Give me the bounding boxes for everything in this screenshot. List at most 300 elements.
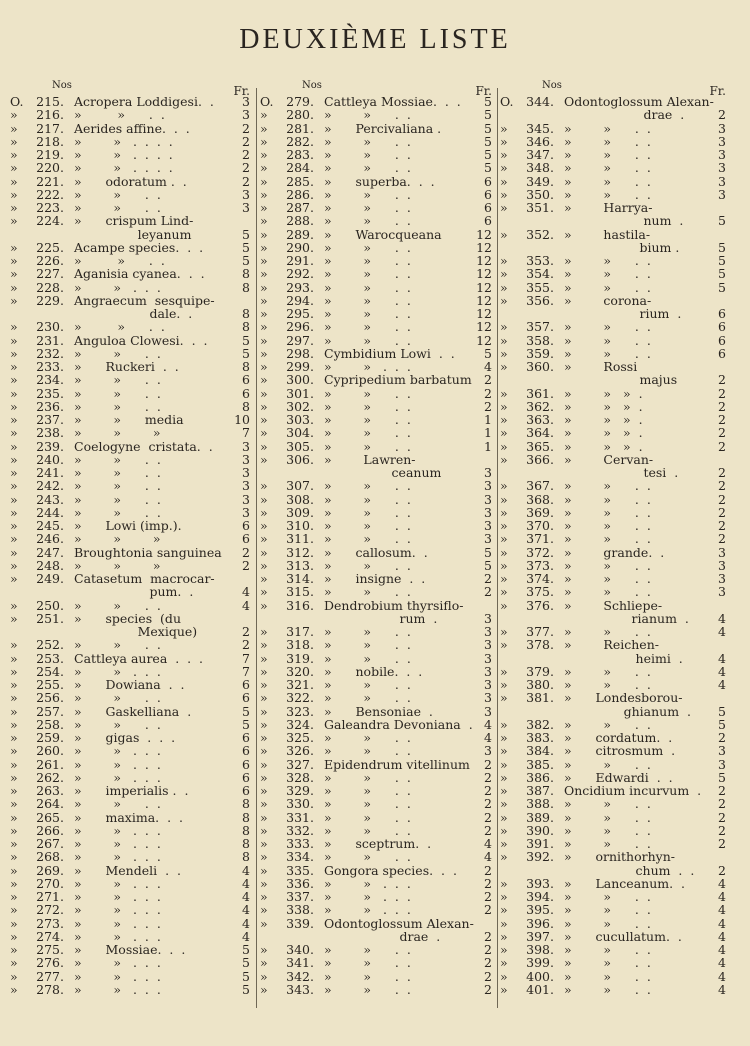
entry-price: 5 [242, 942, 250, 957]
entry-name: rium . [564, 306, 682, 321]
entry-prefix: » [500, 836, 508, 851]
list-item [260, 519, 494, 532]
list-item [260, 784, 494, 797]
entry-prefix: » [260, 319, 268, 335]
entry-price: 2 [484, 769, 492, 785]
entry-name: » » . . . [74, 822, 161, 838]
entry-prefix: » [10, 915, 18, 931]
entry-prefix: O. [10, 94, 24, 109]
entry-name: » gigas . . . [74, 730, 176, 745]
entry-price: 8 [242, 398, 250, 414]
entry-name: » » . . [324, 955, 411, 971]
entry-price: 3 [242, 94, 250, 109]
entry-prefix: » [500, 730, 508, 745]
entry-number: 350. [526, 186, 554, 202]
list-item [500, 413, 728, 426]
list-item [500, 837, 728, 850]
entry-price: 3 [242, 451, 250, 467]
entry-prefix: » [10, 133, 18, 149]
entry-prefix: » [500, 809, 508, 825]
list-item [10, 665, 252, 678]
entry-price: 6 [242, 783, 250, 798]
entry-number: 330. [286, 796, 314, 812]
entry-name: » » » [74, 557, 161, 573]
entry-prefix: » [10, 690, 18, 706]
list-item [10, 864, 252, 877]
list-item [10, 572, 252, 585]
entry-prefix: » [500, 902, 508, 918]
entry-name: » » . . [324, 690, 411, 706]
entry-price: 2 [242, 637, 250, 653]
entry-number: 293. [286, 279, 314, 295]
entry-name: » Rossi [564, 359, 638, 374]
entry-price: 2 [484, 928, 492, 944]
entry-number: 294. [286, 292, 314, 308]
list-item [10, 479, 252, 492]
list-item [500, 214, 728, 227]
entry-number: 318. [286, 637, 314, 653]
entry-number: 287. [286, 200, 314, 215]
entry-name: » » . . [74, 372, 161, 388]
entry-name: » » . . [74, 319, 165, 335]
entry-price: 12 [476, 266, 492, 282]
list-item [260, 161, 494, 174]
entry-price: 5 [484, 160, 492, 176]
list-item [10, 956, 252, 969]
list-item [500, 440, 728, 453]
entry-prefix: » [260, 796, 268, 812]
entry-prefix: » [10, 491, 18, 507]
entry-price: 2 [718, 491, 726, 507]
entry-prefix: » [500, 345, 508, 361]
list-item [10, 95, 252, 108]
entry-number: 290. [286, 239, 314, 255]
list-item [500, 188, 728, 201]
entry-name: » » . . [324, 266, 411, 282]
entry-price: 2 [718, 478, 726, 494]
entry-name: » » . . [324, 942, 411, 957]
entry-price: 4 [718, 875, 726, 891]
entry-name: » » . . [324, 743, 411, 759]
entry-number: 249. [36, 571, 64, 586]
entry-price: 3 [718, 756, 726, 772]
list-item [260, 652, 494, 665]
entry-prefix: » [10, 650, 18, 666]
entry-price: 2 [718, 796, 726, 812]
entry-price: 4 [242, 862, 250, 878]
entry-number: 255. [36, 677, 64, 692]
list-item [260, 281, 494, 294]
list-item [260, 175, 494, 188]
entry-name: » » » . [564, 425, 643, 441]
list-item [10, 108, 252, 121]
entry-price: 6 [718, 306, 726, 321]
entry-number: 295. [286, 306, 314, 321]
list-item [260, 453, 494, 466]
entry-prefix: » [10, 504, 18, 520]
entry-prefix: » [260, 438, 268, 454]
entry-prefix: » [260, 875, 268, 891]
entry-prefix: » [500, 637, 508, 653]
entry-prefix: » [260, 862, 268, 878]
entry-number: 273. [36, 915, 64, 931]
entry-price: 6 [242, 518, 250, 533]
entry-price: 2 [484, 902, 492, 918]
entry-name: » » . . [564, 133, 651, 149]
entry-name: » » . . [324, 624, 411, 639]
entry-number: 320. [286, 663, 314, 679]
entry-name: » hastila- [564, 226, 651, 242]
header-numbers: Nos [302, 80, 322, 91]
entry-prefix: » [500, 398, 508, 414]
entry-name: » » . . [324, 584, 411, 600]
entry-name: » » . . [74, 107, 165, 123]
list-item [260, 811, 494, 824]
entry-name: » » . . [324, 147, 411, 162]
entry-number: 368. [526, 491, 554, 507]
entry-number: 347. [526, 147, 554, 162]
entry-name: » » . . . . [74, 147, 173, 162]
entry-name: dale. . [74, 306, 193, 321]
entry-price: 4 [484, 836, 492, 851]
entry-number: 291. [286, 253, 314, 268]
entry-number: 265. [36, 809, 64, 825]
entry-price: 6 [718, 332, 726, 348]
entry-number: 299. [286, 359, 314, 374]
entry-name: » » . . . [324, 875, 411, 891]
list-item [10, 122, 252, 135]
entry-price: 2 [718, 518, 726, 533]
entry-price: 3 [242, 200, 250, 215]
entry-name: » Ruckeri . . [74, 359, 179, 374]
entry-name: » » . . [564, 478, 651, 494]
list-item [500, 161, 728, 174]
entry-name: » » . . [74, 690, 161, 706]
entry-prefix: » [260, 200, 268, 215]
entry-number: 331. [286, 809, 314, 825]
entry-prefix: » [260, 849, 268, 865]
entry-prefix: » [260, 107, 268, 123]
entry-name: » » . . [564, 915, 651, 931]
entry-prefix: » [500, 968, 508, 984]
entry-prefix: » [10, 120, 18, 136]
entry-prefix: » [260, 173, 268, 189]
entry-price: 12 [476, 292, 492, 308]
list-item [260, 241, 494, 254]
entry-number: 356. [526, 292, 554, 308]
list-item [260, 718, 494, 731]
entry-price: 3 [484, 743, 492, 759]
entry-name: » » . . . [324, 359, 411, 374]
entry-name: » » . . [324, 200, 411, 215]
list-item [260, 148, 494, 161]
entry-price: 5 [718, 703, 726, 719]
entry-number: 301. [286, 385, 314, 401]
entry-name: » » . . [324, 769, 411, 785]
page-title: DEUXIÈME LISTE [239, 24, 511, 55]
entry-price: 3 [242, 186, 250, 202]
entry-price: 4 [242, 902, 250, 918]
entry-price: 5 [718, 279, 726, 295]
list-item [500, 970, 728, 983]
entry-price: 8 [242, 266, 250, 282]
entry-number: 378. [526, 637, 554, 653]
entry-prefix: » [260, 663, 268, 679]
entry-price: 3 [242, 491, 250, 507]
list-item [10, 758, 252, 771]
list-item [10, 837, 252, 850]
list-item [500, 387, 728, 400]
entry-number: 380. [526, 677, 554, 692]
entry-price: 8 [242, 319, 250, 335]
entry-number: 281. [286, 120, 314, 136]
entry-prefix: » [10, 213, 18, 229]
entry-name: Odontoglossum Alexan- [324, 915, 474, 931]
list-item [10, 440, 252, 453]
entry-name: » » . . [74, 200, 161, 215]
entry-name: » » . . [324, 292, 411, 308]
entry-prefix: » [260, 306, 268, 321]
entry-number: 367. [526, 478, 554, 494]
entry-price: 5 [242, 226, 250, 242]
list-item [10, 612, 252, 625]
entry-name: » » . . . [324, 902, 411, 918]
entry-price: 4 [484, 359, 492, 374]
entry-price: 3 [484, 518, 492, 533]
entry-name: Oncidium incurvum . [564, 783, 702, 798]
entry-name: » » . . [324, 332, 411, 348]
entry-prefix: » [10, 571, 18, 586]
entry-price: 2 [484, 955, 492, 971]
column-header [260, 78, 494, 98]
entry-price: 5 [242, 239, 250, 255]
list-item [260, 930, 494, 943]
entry-number: 385. [526, 756, 554, 772]
entry-prefix: » [500, 332, 508, 348]
entry-name: » » . . [564, 504, 651, 520]
entry-number: 261. [36, 756, 64, 772]
entry-name: » » . . [324, 677, 411, 692]
entry-price: 3 [484, 465, 492, 480]
entry-prefix: » [500, 584, 508, 600]
entry-prefix: » [10, 769, 18, 785]
entry-number: 306. [286, 451, 314, 467]
entry-number: 275. [36, 942, 64, 957]
entry-number: 366. [526, 451, 554, 467]
entry-number: 337. [286, 889, 314, 904]
entry-prefix: » [500, 160, 508, 176]
entry-name: » grande. . [564, 544, 665, 560]
entry-number: 315. [286, 584, 314, 600]
header-francs: Fr. [233, 84, 250, 98]
list-item [260, 612, 494, 625]
entry-price: 4 [242, 584, 250, 600]
entry-number: 263. [36, 783, 64, 798]
entry-prefix: » [10, 465, 18, 480]
entry-number: 304. [286, 425, 314, 441]
entry-prefix: » [10, 889, 18, 904]
entry-price: 6 [484, 186, 492, 202]
entry-prefix: » [500, 438, 508, 454]
entry-prefix: » [500, 624, 508, 639]
entry-price: 2 [484, 385, 492, 401]
entry-number: 372. [526, 544, 554, 560]
entry-number: 322. [286, 690, 314, 706]
entry-name: Angraecum sesquipe- [74, 292, 215, 308]
list-item [10, 254, 252, 267]
entry-name: » Gaskelliana . [74, 703, 192, 719]
entry-prefix: » [260, 133, 268, 149]
entry-prefix: » [260, 597, 268, 613]
entry-price: 6 [242, 730, 250, 745]
list-item [10, 532, 252, 545]
list-item [260, 506, 494, 519]
list-item [260, 493, 494, 506]
entry-number: 223. [36, 200, 64, 215]
entry-number: 341. [286, 955, 314, 971]
list-item [500, 625, 728, 638]
entry-name: » » . . . [74, 743, 161, 759]
entry-price: 3 [484, 610, 492, 626]
entry-price: 6 [242, 756, 250, 772]
entry-prefix: » [10, 186, 18, 202]
entry-number: 230. [36, 319, 64, 335]
entry-name: » » . . [324, 504, 411, 520]
entry-price: 4 [242, 875, 250, 891]
list-item [10, 638, 252, 651]
entry-price: 12 [476, 279, 492, 295]
list-item [500, 294, 728, 307]
entry-name: » » . . [74, 716, 161, 732]
entry-name: » » . . [324, 398, 411, 414]
entry-price: 5 [484, 94, 492, 109]
entry-name: » Lawren- [324, 451, 416, 467]
entry-prefix: » [260, 756, 268, 772]
entry-name: » » . . [564, 557, 651, 573]
list-item [10, 599, 252, 612]
entry-number: 336. [286, 875, 314, 891]
entry-name: » » » [74, 425, 161, 441]
list-item [260, 546, 494, 559]
entry-number: 279. [286, 94, 314, 109]
entry-name: » » . . [564, 968, 651, 984]
list-item [10, 930, 252, 943]
entry-price: 2 [718, 504, 726, 520]
entry-price: 5 [242, 968, 250, 984]
entry-prefix: » [500, 425, 508, 441]
entry-name: » » . . . [74, 902, 161, 918]
entry-name: ceanum [324, 465, 442, 480]
entry-price: 4 [718, 650, 726, 666]
entry-number: 326. [286, 743, 314, 759]
entry-prefix: » [500, 491, 508, 507]
entry-price: 12 [476, 319, 492, 335]
entry-number: 329. [286, 783, 314, 798]
entry-name: » » . . [564, 796, 651, 812]
entry-name: » » . . [74, 796, 161, 812]
entry-price: 6 [242, 385, 250, 401]
list-item [500, 943, 728, 956]
entry-price: 10 [234, 412, 250, 427]
entry-number: 374. [526, 571, 554, 586]
list-item [500, 506, 728, 519]
list-item [10, 347, 252, 360]
entry-name: leyanum [74, 226, 192, 242]
list-item [500, 546, 728, 559]
entry-price: 3 [242, 107, 250, 123]
list-item [260, 877, 494, 890]
entry-prefix: » [260, 213, 268, 229]
list-item [260, 731, 494, 744]
entry-price: 3 [718, 743, 726, 759]
entry-name: Cymbidium Lowi . . [324, 345, 455, 361]
list-item [500, 281, 728, 294]
entry-prefix: » [500, 942, 508, 957]
entry-number: 277. [36, 968, 64, 984]
entry-price: 2 [718, 385, 726, 401]
entry-price: 3 [718, 147, 726, 162]
entry-price: 5 [242, 332, 250, 348]
list-item [10, 943, 252, 956]
entry-prefix: » [10, 730, 18, 745]
list-item [500, 678, 728, 691]
entry-number: 316. [286, 597, 314, 613]
list-item [10, 519, 252, 532]
entry-number: 237. [36, 412, 64, 427]
entry-price: 7 [242, 425, 250, 441]
entry-number: 254. [36, 663, 64, 679]
entry-prefix: » [10, 557, 18, 573]
entry-prefix: » [260, 345, 268, 361]
list-item [260, 426, 494, 439]
entry-price: 4 [718, 624, 726, 639]
entry-number: 375. [526, 584, 554, 600]
entry-price: 2 [242, 557, 250, 573]
entry-number: 217. [36, 120, 64, 136]
entry-price: 4 [718, 610, 726, 626]
entry-number: 369. [526, 504, 554, 520]
entry-number: 246. [36, 531, 64, 547]
entry-name: » » . . . . [74, 133, 173, 149]
entry-number: 327. [286, 756, 314, 772]
list-item [500, 771, 728, 784]
entry-name: » superba. . . [324, 173, 435, 189]
list-item [500, 267, 728, 280]
list-item [260, 532, 494, 545]
entry-number: 244. [36, 504, 64, 520]
entry-number: 224. [36, 213, 64, 229]
entry-name: » » . . [324, 412, 411, 427]
list-column-3 [500, 78, 728, 1008]
entry-name: Aerides affine. . . [74, 120, 190, 136]
entry-price: 2 [242, 544, 250, 560]
entry-price: 4 [242, 915, 250, 931]
entry-name: » » . . [74, 637, 161, 653]
entry-prefix: » [500, 518, 508, 533]
list-item [10, 294, 252, 307]
list-item [260, 572, 494, 585]
entry-number: 309. [286, 504, 314, 520]
list-item [260, 334, 494, 347]
entry-name: » » . . [564, 120, 651, 136]
entry-number: 310. [286, 518, 314, 533]
entry-prefix: » [500, 279, 508, 295]
entry-number: 352. [526, 226, 554, 242]
entry-number: 338. [286, 902, 314, 918]
list-item [500, 122, 728, 135]
entry-number: 274. [36, 928, 64, 944]
entry-price: 8 [242, 279, 250, 295]
